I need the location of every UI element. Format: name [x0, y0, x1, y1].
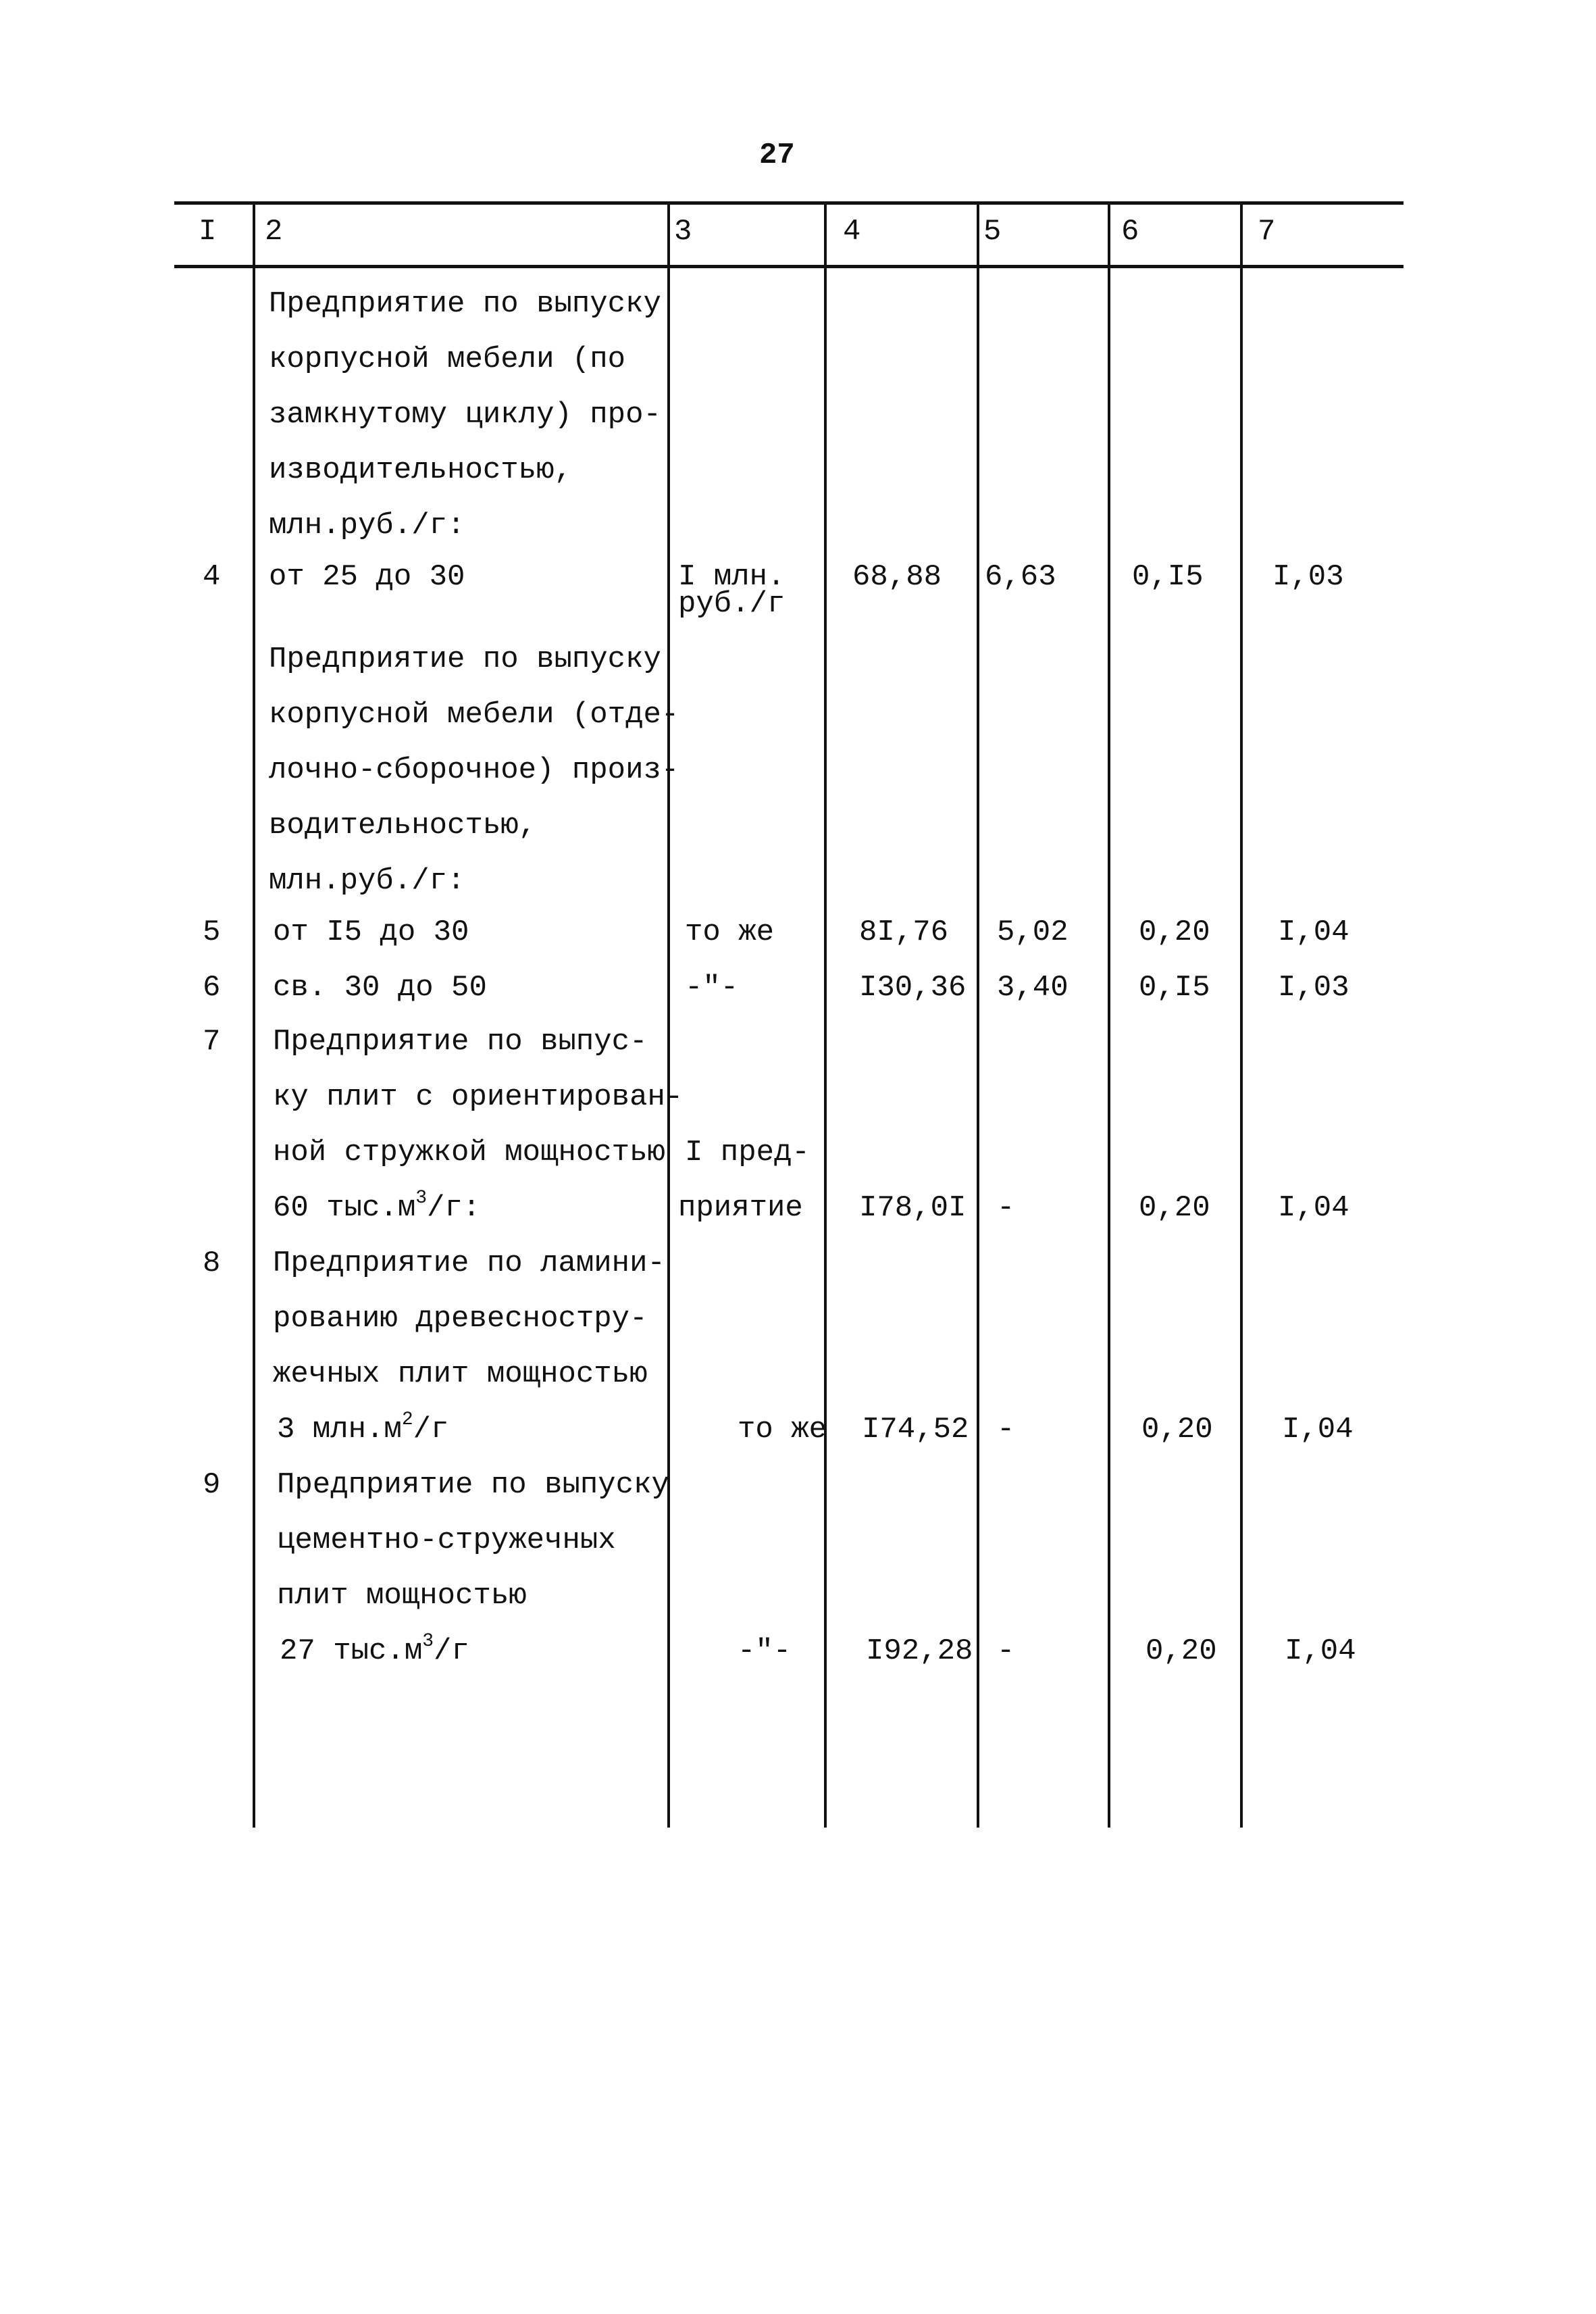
- value-col7: I,03: [1278, 971, 1349, 1005]
- value-col7: I,04: [1285, 1634, 1356, 1668]
- header-cell-5: 5: [983, 215, 1002, 249]
- value-col4: I30,36: [859, 971, 967, 1005]
- table-header-rule: [174, 265, 1404, 268]
- row-number: 4: [203, 560, 221, 594]
- column-divider: [1108, 203, 1110, 1828]
- description-line: водительностью,: [269, 809, 537, 842]
- description-line: Предприятие по выпуску: [277, 1468, 669, 1502]
- description-line: корпусной мебели (отде-: [269, 698, 679, 732]
- value-col6: 0,20: [1139, 915, 1210, 949]
- header-cell-4: 4: [843, 215, 861, 249]
- header-cell-2: 2: [265, 215, 283, 249]
- value-col7: I,03: [1272, 560, 1344, 594]
- row-number: 9: [203, 1468, 221, 1502]
- unit-cell: -"-: [738, 1634, 792, 1668]
- description-line: замкнутому циклу) про-: [269, 398, 661, 432]
- description-line: жечных плит мощностью: [273, 1357, 648, 1391]
- description-line: [280, 1631, 469, 1668]
- row-number: 6: [203, 971, 221, 1005]
- row-number: 8: [203, 1247, 221, 1280]
- column-divider: [253, 203, 255, 1828]
- value-col5: 6,63: [985, 560, 1056, 594]
- value-col5: -: [997, 1413, 1015, 1447]
- description-line: св. 30 до 50: [273, 971, 487, 1005]
- column-divider: [667, 203, 670, 1828]
- unit-cell: I млн.: [678, 560, 786, 594]
- column-divider: [824, 203, 827, 1828]
- description-line: изводительностью,: [269, 453, 572, 487]
- superscript: 3: [422, 1631, 434, 1652]
- value-col4: I78,0I: [859, 1191, 967, 1225]
- table-top-rule: [174, 201, 1404, 205]
- description-line: Предприятие по выпус-: [273, 1025, 648, 1059]
- description-text: 60 тыс.м: [273, 1191, 416, 1225]
- unit-cell: то же: [685, 915, 775, 949]
- value-col7: I,04: [1278, 1191, 1349, 1225]
- value-col4: I92,28: [866, 1634, 973, 1668]
- description-line: плит мощностью: [277, 1579, 527, 1613]
- value-col7: I,04: [1278, 915, 1349, 949]
- value-col4: 8I,76: [859, 915, 949, 949]
- header-cell-7: 7: [1258, 215, 1276, 249]
- description-line: корпусной мебели (по: [269, 343, 626, 376]
- description-line: рованию древесностру-: [273, 1302, 648, 1336]
- value-col5: 3,40: [997, 971, 1069, 1005]
- description-line: млн.руб./г:: [269, 509, 465, 543]
- value-col6: 0,I5: [1139, 971, 1210, 1005]
- header-cell-3: 3: [674, 215, 692, 249]
- description-line: от I5 до 30: [273, 915, 469, 949]
- description-line: от 25 до 30: [269, 560, 465, 594]
- row-number: 7: [203, 1025, 221, 1059]
- superscript: 3: [415, 1188, 428, 1209]
- description-line: Предприятие по выпуску: [269, 287, 661, 321]
- description-text: 27 тыс.м: [280, 1634, 423, 1668]
- unit-cell: I пред-: [685, 1136, 810, 1169]
- description-line: ку плит с ориентирован-: [273, 1080, 684, 1114]
- description-text: 3 млн.м: [277, 1413, 402, 1447]
- description-line: [277, 1409, 449, 1447]
- unit-cell: приятие: [678, 1191, 803, 1225]
- value-col6: 0,20: [1141, 1413, 1213, 1447]
- value-col7: I,04: [1282, 1413, 1354, 1447]
- value-col6: 0,I5: [1132, 560, 1204, 594]
- column-divider: [977, 203, 979, 1828]
- description-line: цементно-стружечных: [277, 1524, 616, 1557]
- description-line: Предприятие по выпуску: [269, 643, 661, 676]
- description-line: Предприятие по ламини-: [273, 1247, 665, 1280]
- description-text: /г:: [427, 1191, 481, 1225]
- value-col6: 0,20: [1139, 1191, 1210, 1225]
- value-col4: 68,88: [852, 560, 942, 594]
- column-divider: [1240, 203, 1243, 1828]
- value-col5: 5,02: [997, 915, 1069, 949]
- description-line: млн.руб./г:: [269, 864, 465, 898]
- value-col5: -: [997, 1634, 1015, 1668]
- header-cell-1: I: [199, 215, 217, 249]
- unit-cell: -"-: [685, 971, 739, 1005]
- superscript: 2: [401, 1409, 413, 1430]
- value-col4: I74,52: [862, 1413, 969, 1447]
- value-col5: -: [997, 1191, 1015, 1225]
- description-text: /г: [413, 1413, 449, 1447]
- unit-cell: то же: [738, 1413, 827, 1447]
- page-number: 27: [759, 139, 795, 172]
- header-cell-6: 6: [1121, 215, 1139, 249]
- description-line: [273, 1188, 481, 1225]
- value-col6: 0,20: [1145, 1634, 1217, 1668]
- unit-cell: руб./г: [678, 587, 786, 621]
- row-number: 5: [203, 915, 221, 949]
- description-text: /г: [434, 1634, 469, 1668]
- description-line: ной стружкой мощностью: [273, 1136, 665, 1169]
- description-line: лочно-сборочное) произ-: [269, 753, 679, 787]
